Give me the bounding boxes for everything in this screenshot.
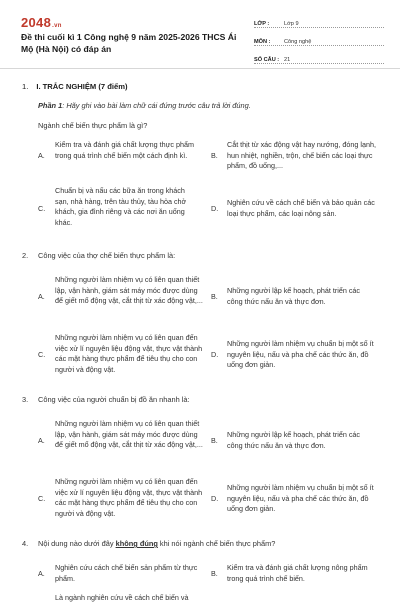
question-1-text: Ngành chế biến thực phẩm là gì?	[38, 121, 148, 130]
meta-label: SỐ CÂU :	[254, 57, 280, 63]
option-letter-a: A.	[38, 436, 45, 445]
option-letter-c: C.	[38, 350, 46, 359]
option-letter-d: D.	[211, 204, 219, 213]
option-letter-d: D.	[211, 350, 219, 359]
q3-option-a[interactable]: Những người làm nhiệm vụ có liên quan thiết lập, vận hành, giám sát máy móc được dùng để giết mổ động vật, cắt thịt từ xác động vật,...	[55, 419, 203, 450]
option-letter-c: C.	[38, 204, 46, 213]
section-heading	[22, 82, 127, 91]
q3-option-d[interactable]: Những người làm nhiệm vụ chuẩn bị một số ít nguyên liệu, nấu và pha chế các thức ăn, đồ uống đơn giản.	[227, 483, 374, 514]
meta-value: 21	[284, 57, 291, 63]
option-letter-b: B.	[211, 292, 218, 301]
question-number: 3.	[22, 395, 29, 404]
q2-option-c[interactable]: Những người làm nhiệm vụ có liên quan đến việc xử lí nguyên liệu động vật, thực vật thành các mặt hàng thực phẩm để tiêu thụ cho con người và động vật.	[55, 333, 203, 374]
q1-option-d[interactable]: Nghiên cứu về cách chế biến và bảo quản các loại thực phẩm, các loại nông sản.	[227, 198, 375, 218]
question-2-text: Công việc của thợ chế biến thực phẩm là:	[38, 251, 176, 260]
meta-label: LỚP :	[254, 21, 270, 27]
page-title: Đề thi cuối kì 1 Công nghệ 9 năm 2025-2026 THCS Ái Mộ (Hà Nội) có đáp án	[21, 32, 237, 54]
question-number: 4.	[22, 539, 29, 548]
instruction-text: : Hãy ghi vào bài làm chữ cái đứng trước câu trả lời đúng.	[62, 101, 251, 110]
question-4	[22, 539, 275, 549]
q1-option-b[interactable]: Cắt thịt từ xác động vật hay nướng, đóng lạnh, hun nhiệt, nghiền, trộn, chế biến các loại thực phẩm, đồ uống,...	[227, 140, 376, 171]
question-3	[22, 395, 190, 405]
option-letter-a: A.	[38, 151, 45, 160]
q2-option-a[interactable]: Những người làm nhiệm vụ có liên quan thiết lập, vận hành, giám sát máy móc được dùng để giết mổ động vật, cắt thịt từ xác động vật,...	[55, 275, 203, 306]
meta-value: Lớp 9	[284, 21, 299, 27]
q3-option-b[interactable]: Những người lập kế hoạch, phát triển các công thức nấu ăn và thực đơn.	[227, 430, 361, 450]
question-4-text-before: Nội dung nào dưới đây	[38, 539, 116, 548]
meta-subject-row	[254, 32, 384, 46]
q1-option-a[interactable]: Kiểm tra và đánh giá chất lượng thực phẩm trong quá trình chế biến một cách định kì.	[55, 140, 194, 160]
q3-option-c[interactable]: Những người làm nhiệm vụ có liên quan đến việc xử lí nguyên liệu động vật, thực vật thành các mặt hàng thực phẩm để tiêu thụ cho con người và động vật.	[55, 477, 203, 518]
instruction-part: Phần 1	[38, 101, 63, 110]
page-header	[0, 0, 400, 69]
logo-suffix: .vn	[52, 23, 62, 29]
q4-option-b[interactable]: Kiểm tra và đánh giá chất lượng nông phẩm trong quá trình chế biến.	[227, 563, 368, 583]
option-letter-b: B.	[211, 151, 218, 160]
question-4-text-after: khi nói ngành chế biến thực phẩm?	[157, 539, 276, 548]
exam-meta	[254, 14, 384, 68]
question-number: 2.	[22, 251, 29, 260]
meta-count-row	[254, 50, 384, 64]
q1-option-c[interactable]: Chuẩn bị và nấu các bữa ăn trong khách sạn, nhà hàng, trên tàu thủy, tàu hỏa chở khách, gia đình riêng và các nơi ăn uống khác.	[55, 186, 187, 227]
option-letter-d: D.	[211, 494, 219, 503]
section-number: 1.	[22, 82, 29, 91]
q2-option-d[interactable]: Những người làm nhiệm vụ chuẩn bị một số ít nguyên liệu, nấu và pha chế các thức ăn, đồ uống đơn giản.	[227, 339, 374, 370]
site-logo[interactable]	[21, 15, 62, 30]
option-letter-b: B.	[211, 569, 218, 578]
option-letter-a: A.	[38, 569, 45, 578]
meta-value: Công nghệ	[284, 39, 312, 45]
meta-class-row	[254, 14, 384, 28]
q4-option-a[interactable]: Nghiên cứu cách chế biến sản phẩm từ thực phẩm.	[55, 563, 198, 583]
option-letter-b: B.	[211, 436, 218, 445]
q2-option-b[interactable]: Những người lập kế hoạch, phát triển các công thức nấu ăn và thực đơn.	[227, 286, 361, 306]
q4-option-c[interactable]: Là ngành nghiên cứu về cách chế biến và	[55, 593, 189, 602]
meta-label: MÔN :	[254, 39, 271, 45]
question-2	[22, 251, 175, 261]
instruction	[38, 101, 251, 110]
option-letter-c: C.	[38, 494, 46, 503]
question-3-text: Công việc của người chuẩn bị đồ ăn nhanh là:	[38, 395, 190, 404]
section-title: I. TRẮC NGHIỆM (7 điểm)	[36, 82, 128, 91]
option-letter-a: A.	[38, 292, 45, 301]
logo-main: 2048	[21, 15, 52, 30]
question-4-emphasis: không đúng	[115, 539, 158, 548]
